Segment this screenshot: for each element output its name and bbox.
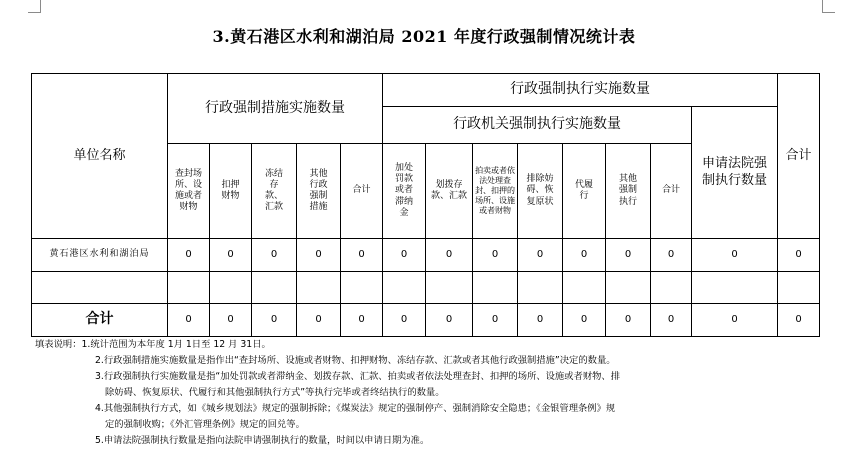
measure-col-seal: 查封场所、设施或者财物 [168, 144, 210, 239]
admin-execution-header: 行政机关强制执行实施数量 [383, 107, 692, 144]
measures-count-header: 行政强制措施实施数量 [168, 74, 383, 144]
total-cell: 0 [252, 304, 297, 337]
value-cell: 0 [252, 239, 297, 272]
filling-instructions [35, 337, 835, 449]
value-cell [383, 272, 426, 304]
exec-col-substitute: 代履行 [563, 144, 606, 239]
value-cell: 0 [426, 239, 473, 272]
total-cell: 0 [651, 304, 692, 337]
exec-col-auction: 拍卖或者依法处理查封、扣押的场所、设施或者财物 [473, 144, 518, 239]
total-cell: 0 [426, 304, 473, 337]
value-cell [168, 272, 210, 304]
value-cell [518, 272, 563, 304]
page-corner-mark-right [822, 0, 835, 13]
exec-col-other: 其他强制执行 [606, 144, 651, 239]
total-cell: 0 [563, 304, 606, 337]
table-row [32, 272, 820, 304]
unit-name-cell: 黄石港区水利和湖泊局 [32, 239, 168, 272]
value-cell [606, 272, 651, 304]
measure-col-freeze: 冻结存款、汇款 [252, 144, 297, 239]
value-cell: 0 [778, 239, 820, 272]
note-item: 5.申请法院强制执行数量是指向法院申请强制执行的数量，时间以申请日期为准。 [95, 435, 430, 446]
unit-name-cell [32, 272, 168, 304]
value-cell [473, 272, 518, 304]
page-corner-mark-left [28, 0, 41, 13]
unit-name-header: 单位名称 [32, 74, 168, 239]
note-item: 2.行政强制措施实施数量是指作出“查封场所、设施或者财物、扣押财物、冻结存款、汇款或者其他行政强制措施”决定的数量。 [95, 355, 616, 366]
value-cell [563, 272, 606, 304]
total-row [32, 304, 820, 337]
table-row [32, 239, 820, 272]
value-cell: 0 [383, 239, 426, 272]
value-cell [692, 272, 778, 304]
execution-count-header: 行政强制执行实施数量 [383, 74, 778, 107]
statistics-table [31, 73, 820, 337]
exec-col-fine: 加处罚款或者滞纳金 [383, 144, 426, 239]
value-cell: 0 [563, 239, 606, 272]
exec-col-subtotal: 合计 [651, 144, 692, 239]
value-cell: 0 [692, 239, 778, 272]
value-cell: 0 [606, 239, 651, 272]
total-cell: 0 [606, 304, 651, 337]
notes-label: 填表说明： [35, 339, 82, 350]
note-item: 定的强制收购；《外汇管理条例》规定的回兑等。 [105, 419, 305, 430]
value-cell [252, 272, 297, 304]
total-cell: 0 [210, 304, 252, 337]
measure-col-other: 其他行政强制措施 [297, 144, 341, 239]
total-row-label: 合计 [32, 304, 168, 337]
value-cell [778, 272, 820, 304]
total-cell: 0 [297, 304, 341, 337]
total-cell: 0 [341, 304, 383, 337]
value-cell: 0 [473, 239, 518, 272]
overall-total-header: 合计 [778, 74, 820, 239]
value-cell [426, 272, 473, 304]
total-cell: 0 [383, 304, 426, 337]
total-cell: 0 [518, 304, 563, 337]
total-cell: 0 [168, 304, 210, 337]
exec-col-transfer: 划拨存款、汇款 [426, 144, 473, 239]
total-cell: 0 [692, 304, 778, 337]
exec-col-remove: 排除妨碍、恢复原状 [518, 144, 563, 239]
value-cell: 0 [297, 239, 341, 272]
value-cell: 0 [210, 239, 252, 272]
note-item: 除妨碍、恢复原状、代履行和其他强制执行方式”等执行完毕或者终结执行的数量。 [105, 387, 445, 398]
total-cell: 0 [778, 304, 820, 337]
court-execution-header: 申请法院强制执行数量 [692, 107, 778, 239]
value-cell: 0 [341, 239, 383, 272]
value-cell [341, 272, 383, 304]
note-item: 1.统计范围为本年度 1月 1日至 12 月 31日。 [81, 339, 271, 350]
measure-col-detain: 扣押财物 [210, 144, 252, 239]
document-title: 3.黄石港区水利和湖泊局 2021 年度行政强制情况统计表 [212, 27, 636, 46]
value-cell: 0 [518, 239, 563, 272]
note-item: 3.行政强制执行实施数量是指“加处罚款或者滞纳金、划拨存款、汇款、拍卖或者依法处理查封、扣押的场所、设施或者财物、排 [95, 371, 621, 382]
value-cell [210, 272, 252, 304]
value-cell [297, 272, 341, 304]
value-cell: 0 [651, 239, 692, 272]
note-item: 4.其他强制执行方式，如《城乡规划法》规定的强制拆除；《煤炭法》规定的强制停产、强制消除安全隐患；《金银管理条例》规 [95, 403, 616, 414]
measure-col-subtotal: 合计 [341, 144, 383, 239]
total-cell: 0 [473, 304, 518, 337]
value-cell [651, 272, 692, 304]
value-cell: 0 [168, 239, 210, 272]
